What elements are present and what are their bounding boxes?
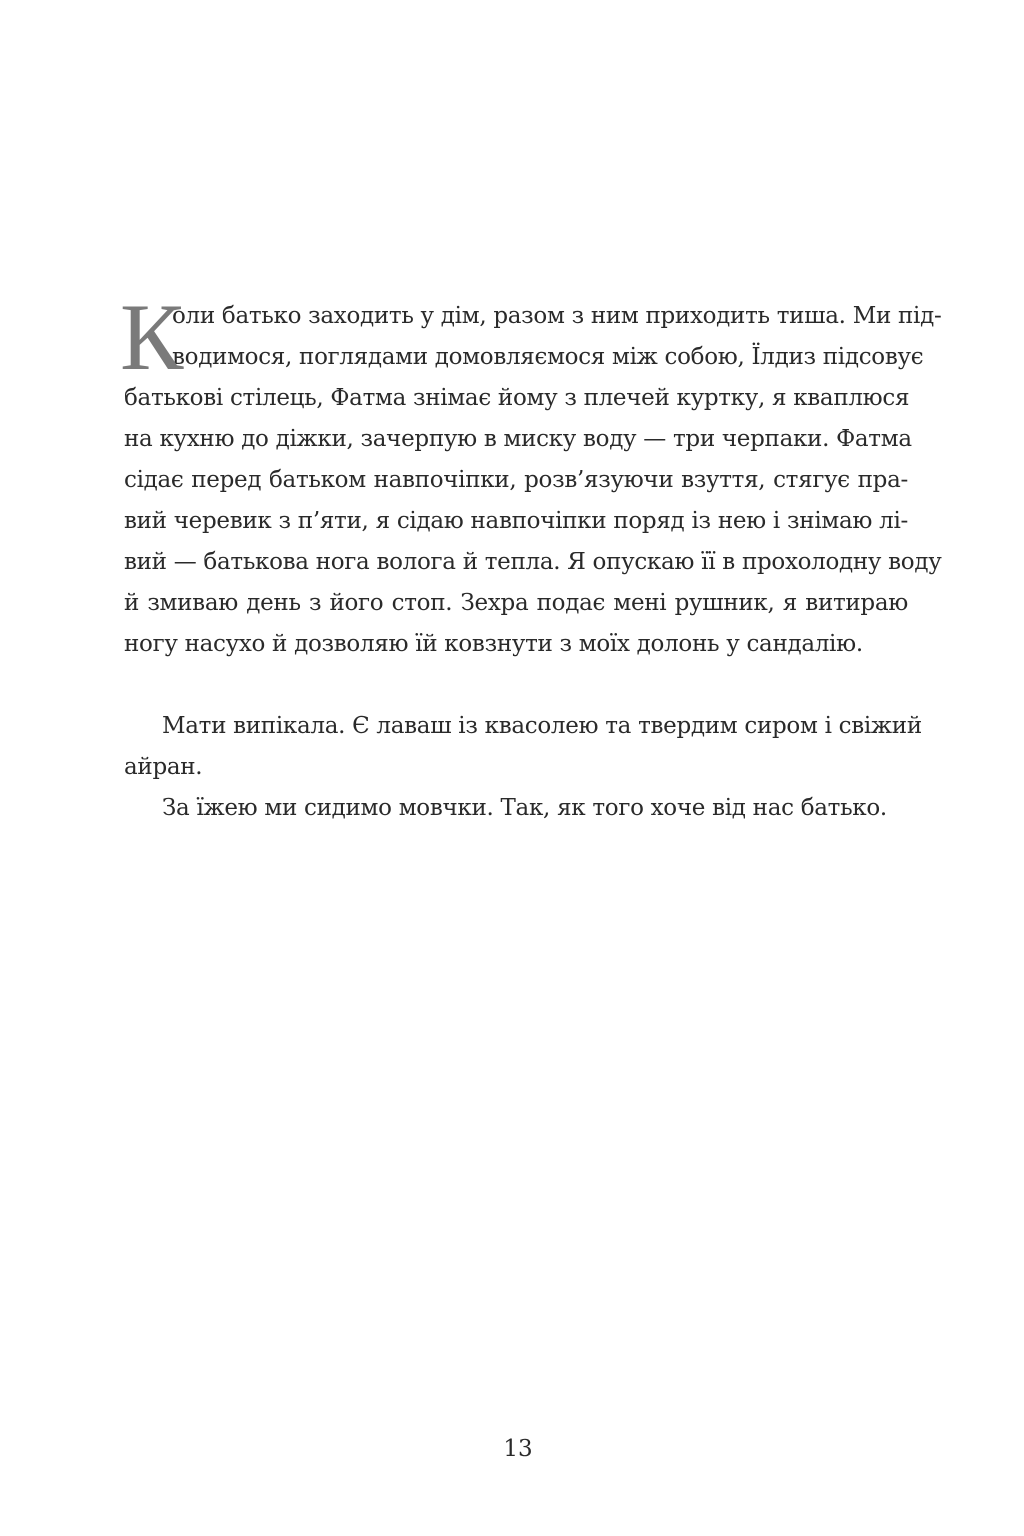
page-body [120, 284, 942, 829]
text-line: ногу насухо й дозволяю їй ковзнути з моїх долонь у сандалію. [124, 631, 863, 657]
drop-cap: К [120, 284, 184, 390]
paragraph-1 [120, 284, 942, 665]
text-line: вий — батькова нога волога й тепла. Я опускаю її в прохолодну воду [124, 549, 942, 575]
text-line: вий черевик з п’яти, я сідаю навпочіпки поряд із нею і знімаю лі- [124, 508, 908, 534]
text-line: на кухню до діжки, зачерпую в миску воду — три черпаки. Фатма [124, 426, 912, 452]
text-line: батькові стілець, Фатма знімає йому з плечей куртку, я кваплюся [124, 385, 910, 411]
text-line: За їжею ми сидимо мовчки. Так, як того хоче від нас батько. [162, 795, 887, 821]
text-line: сідає перед батьком навпочіпки, розв’язуючи взуття, стягує пра- [124, 467, 908, 493]
text-line: айран. [124, 754, 203, 780]
paragraph-gap [124, 665, 908, 706]
page-number: 13 [503, 1436, 533, 1462]
paragraph-3 [124, 788, 908, 829]
text-line: й змиваю день з його стоп. Зехра подає мені рушник, я витираю [124, 590, 908, 616]
text-line: Мати випікала. Є лаваш із квасолею та твердим сиром і свіжий [162, 713, 922, 739]
text-line: оли батько заходить у дім, разом з ним приходить тиша. Ми під- [172, 303, 942, 329]
paragraph-2 [124, 706, 922, 788]
text-line: водимося, поглядами домовляємося між собою, Їлдиз підсовує [172, 344, 924, 370]
